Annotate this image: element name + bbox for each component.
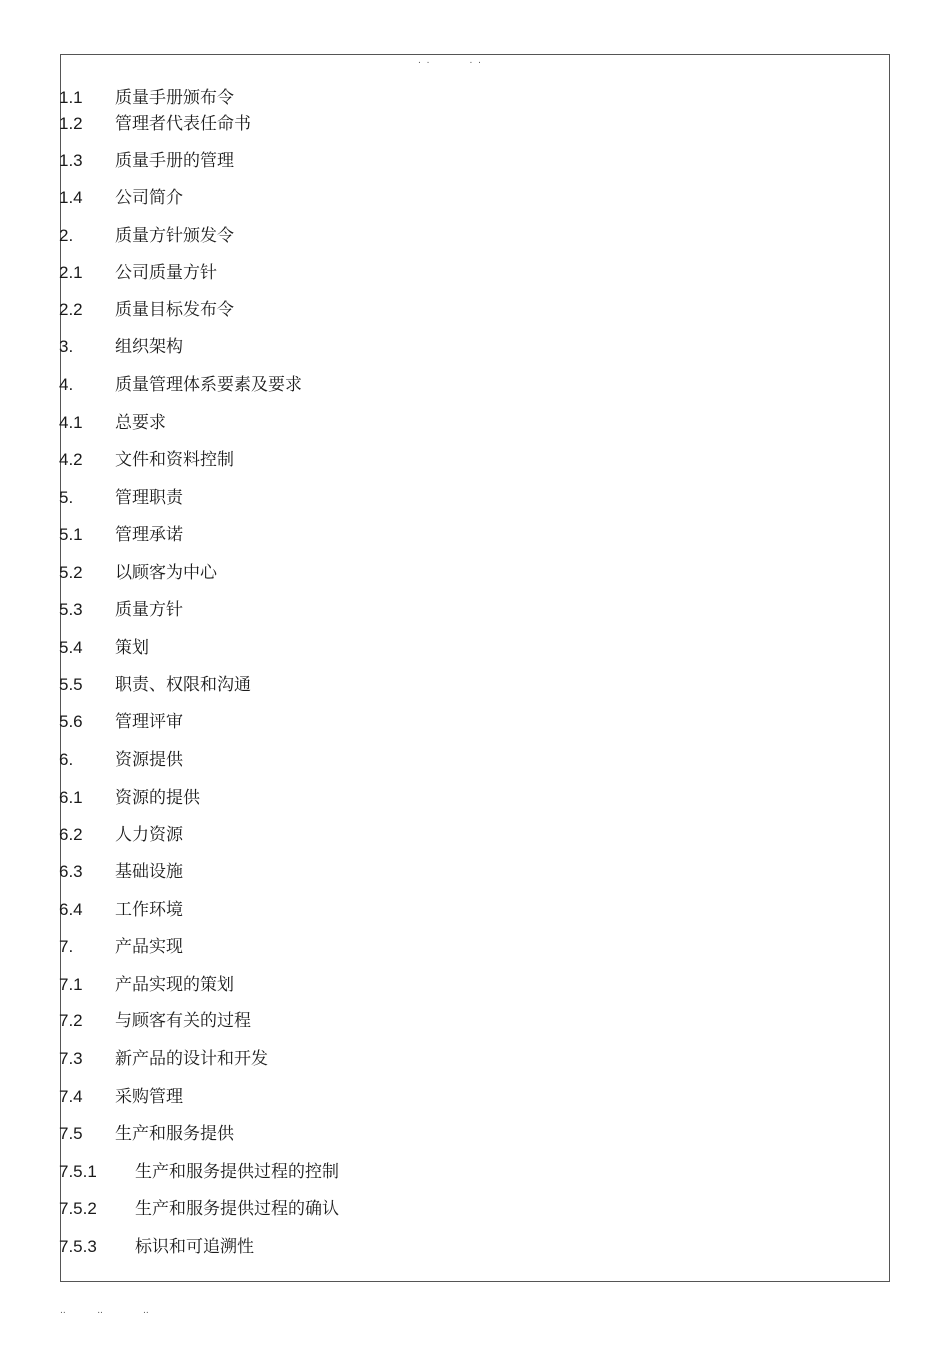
toc-entry xyxy=(59,935,183,959)
toc-entry-number: 5.3 xyxy=(59,600,83,619)
toc-entry-title: 与顾客有关的过程 xyxy=(115,1011,251,1031)
toc-entry-title: 人力资源 xyxy=(115,825,183,845)
toc-entry-number: 5.1 xyxy=(59,525,83,544)
toc-entry-number: 7.4 xyxy=(59,1087,83,1106)
toc-entry-number: 5.2 xyxy=(59,563,83,582)
toc-entry xyxy=(59,335,183,359)
toc-entry-number: 7.1 xyxy=(59,975,83,994)
toc-entry-title: 质量管理体系要素及要求 xyxy=(115,375,302,395)
toc-entry-title: 策划 xyxy=(115,638,149,658)
toc-entry-number: 1.4 xyxy=(59,188,83,207)
toc-entry-title: 采购管理 xyxy=(115,1087,183,1107)
toc-entry-number: 1.3 xyxy=(59,151,83,170)
toc-entry-title: 质量手册的管理 xyxy=(115,151,234,171)
toc-entry-title: 生产和服务提供过程的确认 xyxy=(135,1199,339,1219)
toc-entry-title: 管理承诺 xyxy=(115,525,183,545)
toc-entry xyxy=(59,636,149,660)
toc-entry xyxy=(59,149,234,173)
toc-entry-number: 5. xyxy=(59,488,74,507)
toc-entry-title: 管理者代表任命书 xyxy=(115,114,251,134)
toc-entry-title: 职责、权限和沟通 xyxy=(115,675,251,695)
toc-entry xyxy=(59,786,200,810)
toc-entry xyxy=(59,710,183,734)
toc-entry xyxy=(59,598,183,622)
toc-entry-title: 质量方针 xyxy=(115,600,183,620)
toc-entry-title: 管理评审 xyxy=(115,712,183,732)
toc-entry-title: 质量方针颁发令 xyxy=(115,226,234,246)
toc-entry-number: 7.3 xyxy=(59,1049,83,1068)
toc-entry-number: 4.1 xyxy=(59,413,83,432)
toc-entry-title: 以顾客为中心 xyxy=(115,563,217,583)
toc-entry-number: 1.1 xyxy=(59,88,83,107)
toc-entry-title: 组织架构 xyxy=(115,337,183,357)
toc-entry-number: 7.2 xyxy=(59,1011,83,1030)
toc-entry-title: 管理职责 xyxy=(115,488,183,508)
toc-entry-number: 4. xyxy=(59,375,74,394)
toc-entry xyxy=(59,186,183,210)
toc-entry-title: 质量手册颁布令 xyxy=(115,88,234,108)
header-dots: . . . . xyxy=(418,56,481,66)
toc-entry-title: 新产品的设计和开发 xyxy=(115,1049,268,1069)
toc-entry-title: 产品实现 xyxy=(115,937,183,957)
toc-entry xyxy=(59,1009,251,1033)
toc-entry xyxy=(59,898,183,922)
toc-entry-number: 6.1 xyxy=(59,788,83,807)
toc-entry-title: 质量目标发布令 xyxy=(115,300,234,320)
toc-entry-number: 7.5.1 xyxy=(59,1162,97,1181)
toc-entry xyxy=(59,112,251,136)
toc-entry xyxy=(59,486,183,510)
toc-entry xyxy=(59,673,251,697)
toc-entry-number: 1.2 xyxy=(59,114,83,133)
toc-entry-title: 总要求 xyxy=(115,413,166,433)
toc-entry-number: 7.5 xyxy=(59,1124,83,1143)
toc-entry xyxy=(59,261,217,285)
toc-entry xyxy=(59,561,217,585)
toc-entry-number: 2.1 xyxy=(59,263,83,282)
toc-entry-number: 5.4 xyxy=(59,638,83,657)
toc-entry-title: 资源提供 xyxy=(115,750,183,770)
toc-entry xyxy=(59,823,183,847)
toc-entry-title: 资源的提供 xyxy=(115,788,200,808)
toc-entry xyxy=(59,860,183,884)
toc-entry-title: 公司质量方针 xyxy=(115,263,217,283)
toc-entry xyxy=(59,1197,339,1221)
toc-entry xyxy=(59,1047,268,1071)
toc-entry-title: 公司简介 xyxy=(115,188,183,208)
toc-entry xyxy=(59,224,234,248)
toc-entry-number: 4.2 xyxy=(59,450,83,469)
toc-entry-title: 生产和服务提供 xyxy=(115,1124,234,1144)
toc-entry xyxy=(59,1122,234,1146)
toc-entry-number: 7. xyxy=(59,937,74,956)
toc-entry xyxy=(59,1160,339,1184)
toc-entry xyxy=(59,1235,254,1259)
toc-entry-number: 7.5.2 xyxy=(59,1199,97,1218)
toc-entry-number: 2.2 xyxy=(59,300,83,319)
toc-entry xyxy=(59,298,234,322)
toc-entry-number: 7.5.3 xyxy=(59,1237,97,1256)
toc-entry-number: 5.6 xyxy=(59,712,83,731)
toc-entry-number: 5.5 xyxy=(59,675,83,694)
toc-entry-title: 标识和可追溯性 xyxy=(135,1237,254,1257)
toc-entry xyxy=(59,373,302,397)
toc-entry-title: 文件和资料控制 xyxy=(115,450,234,470)
toc-entry-number: 3. xyxy=(59,337,74,356)
toc-entry-number: 6.4 xyxy=(59,900,83,919)
toc-entry xyxy=(59,748,183,772)
toc-entry xyxy=(59,1085,183,1109)
toc-entry xyxy=(59,523,183,547)
toc-entry-title: 产品实现的策划 xyxy=(115,975,234,995)
footer-dots: .. .. .. xyxy=(60,1306,149,1316)
toc-entry xyxy=(59,448,234,472)
toc-entry-number: 6.3 xyxy=(59,862,83,881)
toc-entry xyxy=(59,411,166,435)
toc-entry-number: 6. xyxy=(59,750,74,769)
toc-entry-number: 2. xyxy=(59,226,74,245)
toc-entry xyxy=(59,973,234,997)
toc-entry xyxy=(59,86,234,110)
toc-entry-title: 生产和服务提供过程的控制 xyxy=(135,1162,339,1182)
toc-entry-title: 工作环境 xyxy=(115,900,183,920)
toc-entry-title: 基础设施 xyxy=(115,862,183,882)
toc-entry-number: 6.2 xyxy=(59,825,83,844)
